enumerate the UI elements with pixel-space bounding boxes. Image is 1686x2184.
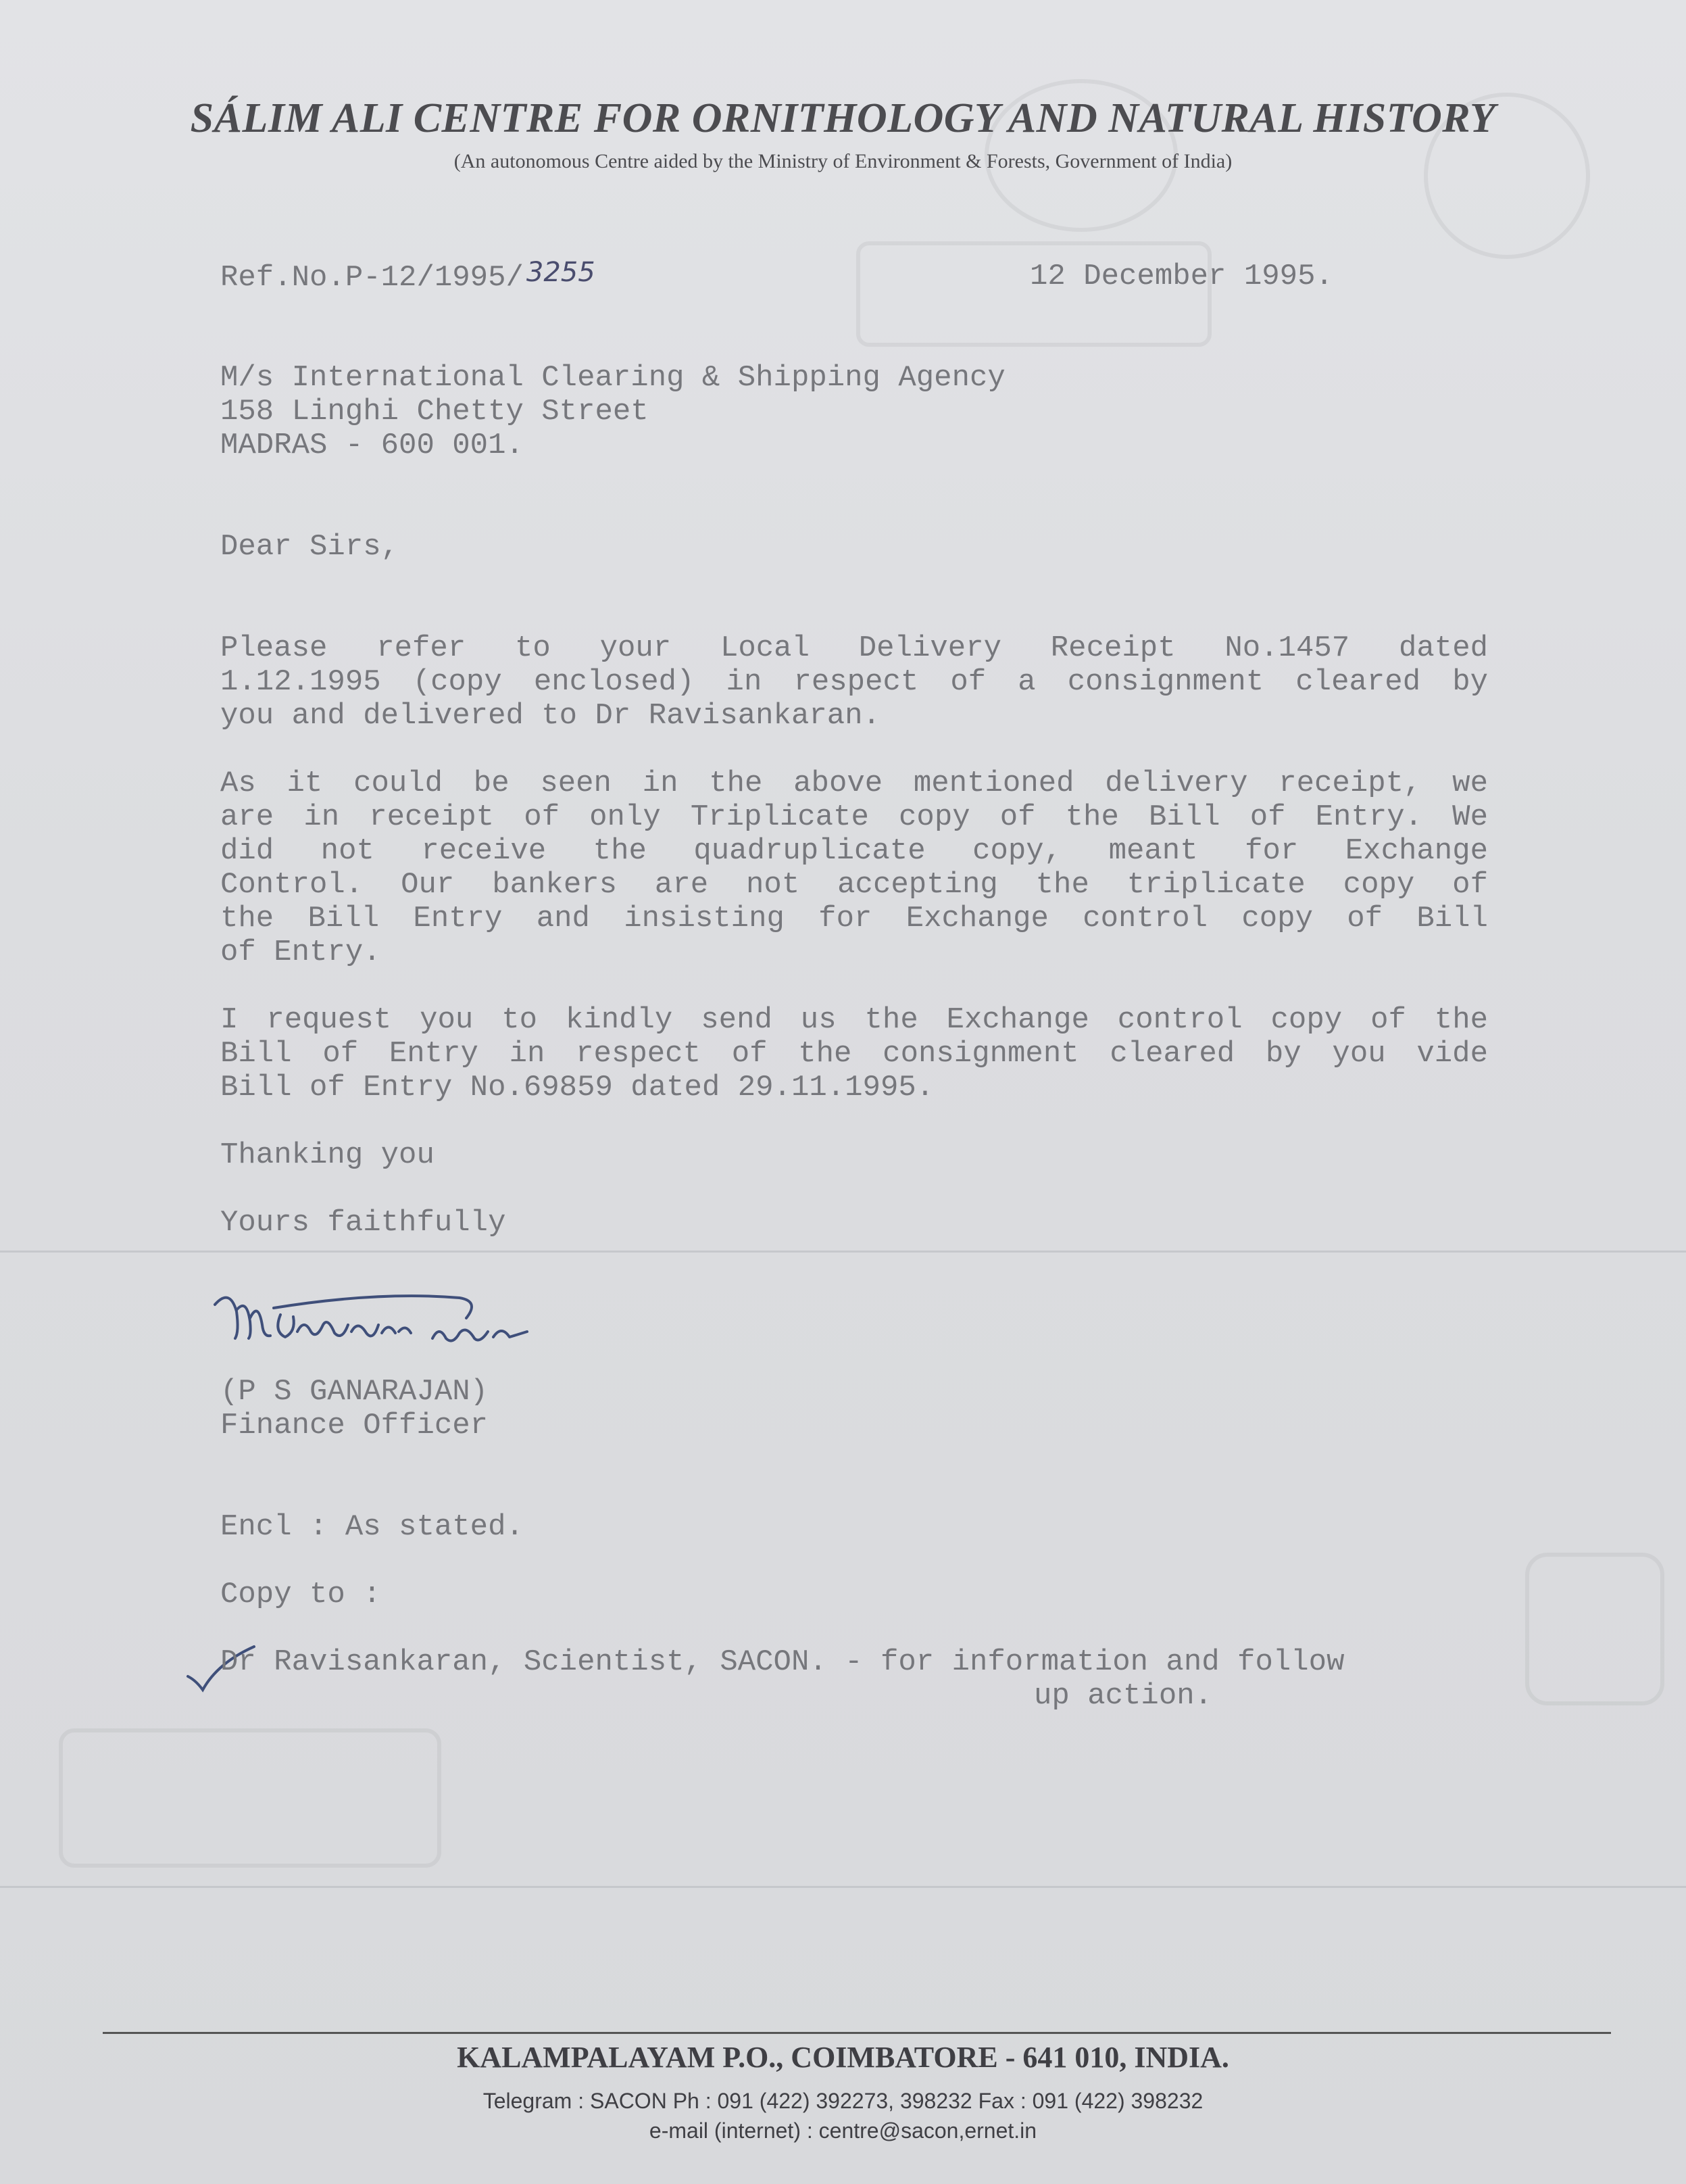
reference-prefix: Ref.No.P-12/1995/ xyxy=(220,261,524,295)
letterhead-subtitle: (An autonomous Centre aided by the Ministry of Environment & Forests, Government of India) xyxy=(453,150,1233,172)
signatory-title: Finance Officer xyxy=(220,1409,489,1442)
footer-contact: Telegram : SACON Ph : 091 (422) 392273, 398232 Fax : 091 (422) 398232 xyxy=(482,2089,1204,2113)
paragraph-line: I request you to kindly send us the Exchange control copy of the xyxy=(220,1003,1488,1037)
footer-email: e-mail (internet) : centre@sacon,ernet.in xyxy=(649,2118,1037,2143)
address-line-3: MADRAS - 600 001. xyxy=(220,429,524,462)
paragraph-3 xyxy=(220,1003,1488,1105)
paragraph-line: Bill of Entry in respect of the consignment cleared by you vide xyxy=(220,1037,1488,1071)
signatory-name: (P S GANARAJAN) xyxy=(220,1375,489,1409)
paragraph-line: Please refer to your Local Delivery Receipt No.1457 dated xyxy=(220,631,1488,665)
paragraph-line: you and delivered to Dr Ravisankaran. xyxy=(220,699,881,733)
paragraph-1 xyxy=(220,631,1488,733)
enclosure-line: Encl : As stated. xyxy=(220,1510,524,1544)
address-line-1: M/s International Clearing & Shipping Agency xyxy=(220,361,1006,395)
paragraph-2 xyxy=(220,767,1488,969)
address-line-2: 158 Linghi Chetty Street xyxy=(220,395,649,429)
footer-rule xyxy=(103,2032,1611,2034)
reference-number xyxy=(220,257,595,295)
letter-date: 12 December 1995. xyxy=(1030,260,1333,293)
copy-to-line-1: Dr Ravisankaran, Scientist, SACON. - for information and follow xyxy=(220,1645,1345,1679)
signature xyxy=(209,1284,561,1372)
paragraph-line: the Bill Entry and insisting for Exchange control copy of Bill xyxy=(220,902,1488,936)
salutation: Dear Sirs, xyxy=(220,530,399,564)
closing-line: Yours faithfully xyxy=(220,1206,506,1240)
copy-to-line-2: up action. xyxy=(1034,1679,1213,1713)
paragraph-line: of Entry. xyxy=(220,936,381,969)
paragraph-line: Bill of Entry No.69859 dated 29.11.1995. xyxy=(220,1071,935,1105)
thanks-line: Thanking you xyxy=(220,1138,435,1172)
paragraph-line: did not receive the quadruplicate copy, meant for Exchange xyxy=(220,834,1488,868)
paragraph-line: are in receipt of only Triplicate copy of the Bill of Entry. We xyxy=(220,800,1488,834)
paragraph-line: Control. Our bankers are not accepting the triplicate copy of xyxy=(220,868,1488,902)
letterhead-title: SÁLIM ALI CENTRE FOR ORNITHOLOGY AND NATURAL HISTORY xyxy=(190,95,1496,141)
copy-to-label: Copy to : xyxy=(220,1578,381,1611)
paragraph-line: As it could be seen in the above mentioned delivery receipt, we xyxy=(220,767,1488,800)
reference-handwritten: 3255 xyxy=(526,257,595,288)
paragraph-line: 1.12.1995 (copy enclosed) in respect of a consignment cleared by xyxy=(220,665,1488,699)
footer-address: KALAMPALAYAM P.O., COIMBATORE - 641 010, INDIA. xyxy=(457,2041,1229,2074)
